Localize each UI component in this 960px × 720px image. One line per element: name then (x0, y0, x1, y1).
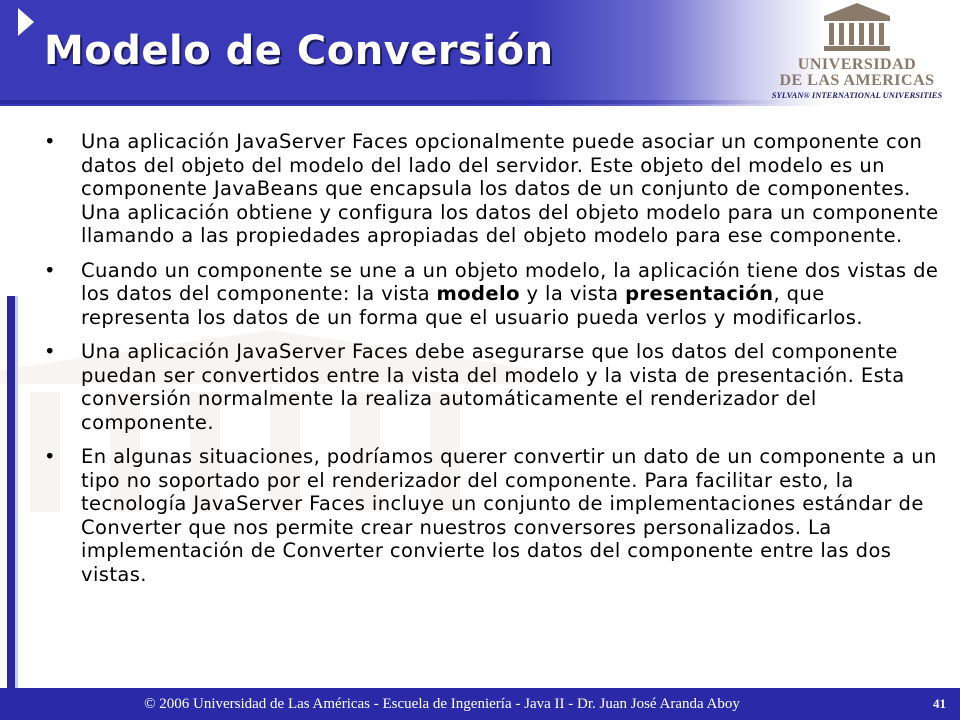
bullet-glyph: • (44, 445, 56, 468)
bullet-text: Una aplicación JavaServer Faces debe asegurarse que los datos del componente puedan ser convertidos entre la vista del modelo y la vista de presentación. Esta conversión normalmente la realiza automáticamente el renderizador del componente. (81, 340, 905, 434)
bullet-item (40, 445, 940, 586)
header-underline (0, 100, 780, 104)
bullet-text: y la vista (519, 282, 626, 305)
play-icon (18, 8, 34, 36)
university-logo-icon (762, 2, 952, 56)
bullet-text: En algunas situaciones, podríamos querer convertir un dato de un componente a un tipo no soportado por el renderizador del componente. Para facilitar esto, la tecnología JavaServer Faces incluye un conjunto de implementaciones estándar de Converter que nos permite crear nuestros conversores personalizados. La implementación de Converter convierte los datos del componente entre las dos vistas. (81, 445, 937, 586)
bullet-item (40, 340, 940, 434)
bullet-item (40, 259, 940, 330)
bullet-glyph: • (44, 258, 56, 282)
bullet-emphasis: modelo (436, 282, 520, 305)
bullet-item (40, 130, 940, 248)
page-number: 41 (933, 696, 946, 711)
logo-text-line2: DE LAS AMERICAS (779, 72, 935, 89)
slide-body (40, 130, 940, 597)
bullet-text: Una aplicación JavaServer Faces opcionalmente puede asociar un componente con datos del objeto del modelo del lado del servidor. Este objeto del modelo es un componente JavaBeans que encapsula los datos de un conjunto de componentes. Una aplicación obtiene y configura los datos del objeto modelo para un componente llamando a las propiedades apropiadas del objeto modelo para ese componente. (81, 130, 939, 247)
logo-text-line1: UNIVERSIDAD (797, 56, 917, 73)
left-accent-rule-light (15, 296, 18, 688)
university-logo (762, 2, 952, 102)
bullet-text: Cuando un componente se une a un objeto modelo, la aplicación tiene dos vistas de los datos del componente: la vista (81, 258, 939, 305)
bullet-text: , que representa los datos de un forma que el usuario pueda verlos y modificarlos. (81, 282, 863, 329)
left-accent-rule (7, 296, 15, 688)
bullet-glyph: • (44, 340, 56, 363)
bullet-glyph: • (44, 130, 56, 153)
slide-title: Modelo de Conversión (44, 28, 554, 74)
logo-text-line3: SYLVAN® INTERNATIONAL UNIVERSITIES (771, 90, 943, 100)
bullet-list (40, 130, 940, 586)
bullet-emphasis: presentación (625, 282, 774, 305)
footer-text: © 2006 Universidad de Las Américas - Escuela de Ingeniería - Java II - Dr. Juan José Aranda Aboy (144, 696, 740, 712)
